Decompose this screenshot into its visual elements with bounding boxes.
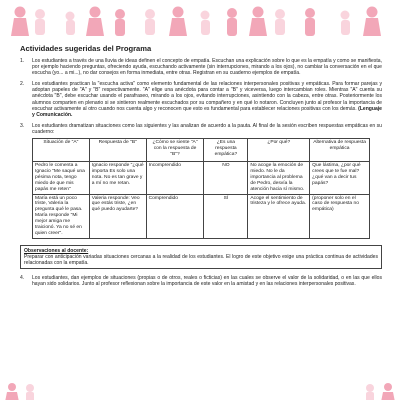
page-title: Actividades sugeridas del Programa [20, 44, 152, 53]
empathy-analysis-table [32, 138, 370, 239]
children-silhouettes-decoration [0, 382, 400, 400]
observations-title: Observaciones al docente: [24, 247, 89, 254]
table-cell: Comprendido [146, 194, 204, 238]
table-cell: Valeria responde: Veo que estás triste, ¿en qué puedo ayudarte? [89, 194, 146, 238]
item-text: Los estudiantes dramatizan situaciones como las siguientes y las analizan de acuerdo a la pauta. Al final de la sesión escriben respuestas empáticas en su cuaderno: [32, 122, 382, 135]
table-header-cell: ¿Es una respuesta empática? [204, 139, 248, 162]
activity-item-3 [20, 123, 382, 135]
item-text: Los estudiantes practican la "escucha activa" como elemento fundamental de las relaciones interpersonales positivas y empáticas. Para formar parejas y adoptan papeles de "A" y "B" respectivamente. "A" elige una anécdota para contar a "B" y viceversa, luego intercambian roles. Mientras "A" cuenta su anécdota "B", debe escuchar usando el parafraseo, mirando a los ojos, evitando interrupciones, asintiendo con la cabeza, entre otras. Posteriormente los alumnos comparten en plenario si se sintieron realmente escuchados por su compañero y en qué lo notaron. Concluyen junto al profesor la importancia de escuchar activamente al otro cuando nos cuenta algo y reconocen que esto es fundamental para establecer relaciones positivas con los demás. [32, 81, 382, 112]
activity-item-4 [20, 275, 382, 287]
activity-item-1 [20, 58, 382, 76]
table-cell: NO [204, 162, 248, 195]
table-header-cell: ¿Por qué? [248, 139, 310, 162]
table-cell: SÍ [204, 194, 248, 238]
teacher-observations-box [20, 245, 382, 269]
table-cell: Ignacio responde "¿qué importa Es solo una nota. No es tan grave y a mí no me retan. [89, 162, 146, 195]
activity-item-2 [20, 81, 382, 118]
item-number: 2. [20, 81, 25, 88]
table-row [33, 194, 370, 238]
item-text: Los estudiantes a través de una lluvia de ideas definen el concepto de empatía. Escuchan una explicación sobre lo que es la empatía y como se manifiesta, por ejemplo haciendo preguntas, ofreciendo ayuda, escuchando activamente (sin interrupciones, mirando a los ojos), no cambiar la conversación en el que escucha (yo... a mi...), no dar consejos en forma inmediata, entre otras. Registran en su cuaderno ejemplos de empatía. [32, 58, 382, 77]
table-header-cell: Situación de "A" [33, 139, 90, 162]
table-cell: María está un poco triste, Valeria la pregunta qué le pasa. María responde "Mi mejor amiga me traicionó. Ya no sé en quien creer". [33, 194, 90, 238]
observations-text: Preparar con anticipación variadas situaciones cercanas a la realidad de los estudiantes. El logro de este objetivo exige una práctica continua de actividades relacionadas con la empatía. [24, 254, 378, 267]
table-header-cell: Respuesta de "B" [89, 139, 146, 162]
table-header-row [33, 139, 370, 162]
item-text-wrapper [32, 81, 382, 118]
activities-content [20, 58, 382, 292]
children-silhouettes-decoration [0, 0, 400, 42]
header-decoration [0, 0, 400, 42]
table-cell: Pedro le comenta a Ignacio "Me saqué una pésima nota, tengo miedo de que mis papás me reten" [33, 162, 90, 195]
subject-tag: (Lenguaje y Comunicación. [32, 105, 382, 118]
item-number: 4. [20, 275, 25, 282]
item-number: 3. [20, 122, 25, 129]
item-number: 1. [20, 58, 25, 64]
table-cell: No acoge la emoción de miedo. No le da importancia al problema de Pedro, desvía la atención hacia sí mismo. [248, 162, 310, 195]
item-text: Los estudiantes, dan ejemplos de situaciones (propias o de otros, reales o ficticias) en las cuales se observe el valor de la solidaridad, o en las que ellos hayan sido solidarios. Junto al profesor reflexionan sobre la importancia de este valor en la amistad y en las relaciones interpersonales positivas. [32, 275, 382, 288]
table-header-cell: Alternativa de respuesta empática [310, 139, 370, 162]
footer-decoration [0, 382, 400, 400]
table-cell: Incomprendido [146, 162, 204, 195]
table-cell: (proponer solo en el caso de respuesta no empática) [310, 194, 370, 238]
table-cell: Que lástima, ¿por qué crees que te fue mal? ¿qué van a decir tus papás? [310, 162, 370, 195]
table-row [33, 162, 370, 195]
table-cell: Acoge el sentimiento de tristeza y le ofrece ayuda. [248, 194, 310, 238]
table-header-cell: ¿Cómo se siente "A" con la respuesta de "B"? [146, 139, 204, 162]
